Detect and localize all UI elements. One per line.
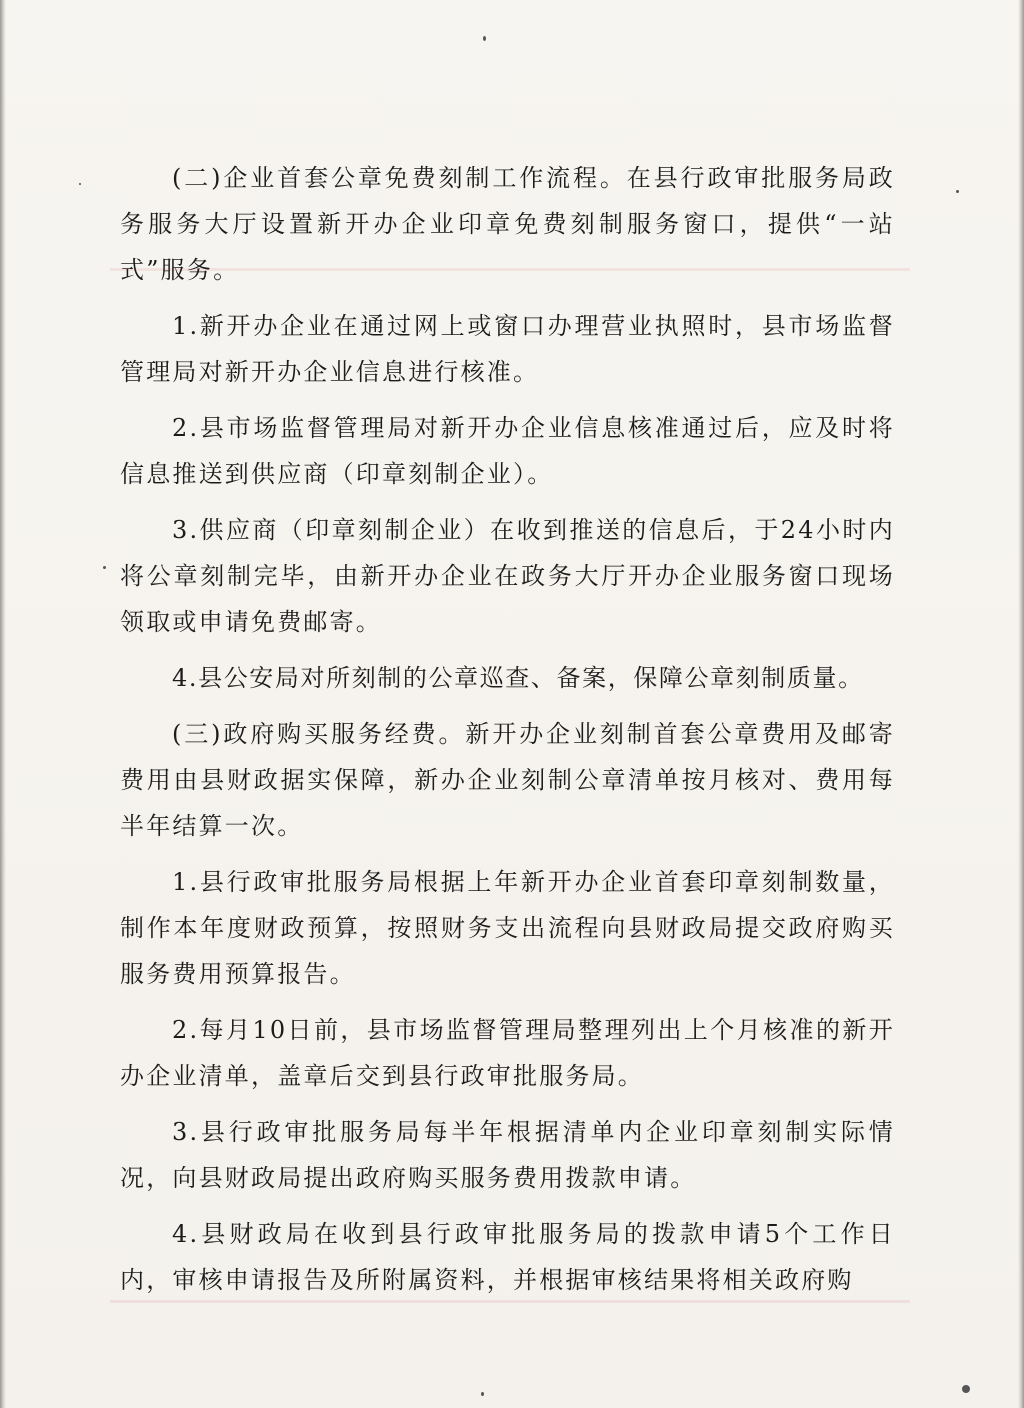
scan-right-edge [1018,0,1024,1408]
scan-left-edge [0,0,6,1408]
paragraph-funding-step-2: 2.每月10日前，县市场监督管理局整理列出上个月核准的新开办企业清单，盖章后交到县行政审批服务局。 [120,1016,895,1090]
paragraph-step-2: 2.县市场监督管理局对新开办企业信息核准通过后，应及时将信息推送到供应商（印章刻制企业）。 [120,414,895,488]
scan-speck [79,183,81,185]
document-body [120,155,895,1313]
scan-speck [956,190,959,193]
scan-speck [103,566,106,569]
paragraph-funding-heading: (三)政府购买服务经费。新开办企业刻制首套公章费用及邮寄费用由县财政据实保障，新办企业刻制公章清单按月核对、费用每半年结算一次。 [120,720,895,840]
paragraph-step-4: 4.县公安局对所刻制的公章巡查、备案，保障公章刻制质量。 [172,664,864,692]
paragraph-seal-workflow-heading: (二)企业首套公章免费刻制工作流程。在县行政审批服务局政务服务大厅设置新开办企业印章免费刻制服务窗口，提供“一站式”服务。 [120,164,895,284]
paragraph-funding-step-3: 3.县行政审批服务局每半年根据清单内企业印章刻制实际情况，向县财政局提出政府购买服务费用拨款申请。 [120,1118,895,1192]
scan-speck [962,1385,970,1393]
scan-speck [483,36,486,41]
paragraph-funding-step-4: 4.县财政局在收到县行政审批服务局的拨款申请5个工作日内，审核申请报告及所附属资料，并根据审核结果将相关政府购 [120,1220,895,1294]
scan-speck [481,1392,484,1396]
paragraph-step-1: 1.新开办企业在通过网上或窗口办理营业执照时，县市场监督管理局对新开办企业信息进行核准。 [120,312,895,386]
paragraph-funding-step-1: 1.县行政审批服务局根据上年新开办企业首套印章刻制数量，制作本年度财政预算，按照财务支出流程向县财政局提交政府购买服务费用预算报告。 [120,868,895,988]
paragraph-step-3: 3.供应商（印章刻制企业）在收到推送的信息后，于24小时内将公章刻制完毕，由新开办企业在政务大厅开办企业服务窗口现场领取或申请免费邮寄。 [120,516,895,636]
